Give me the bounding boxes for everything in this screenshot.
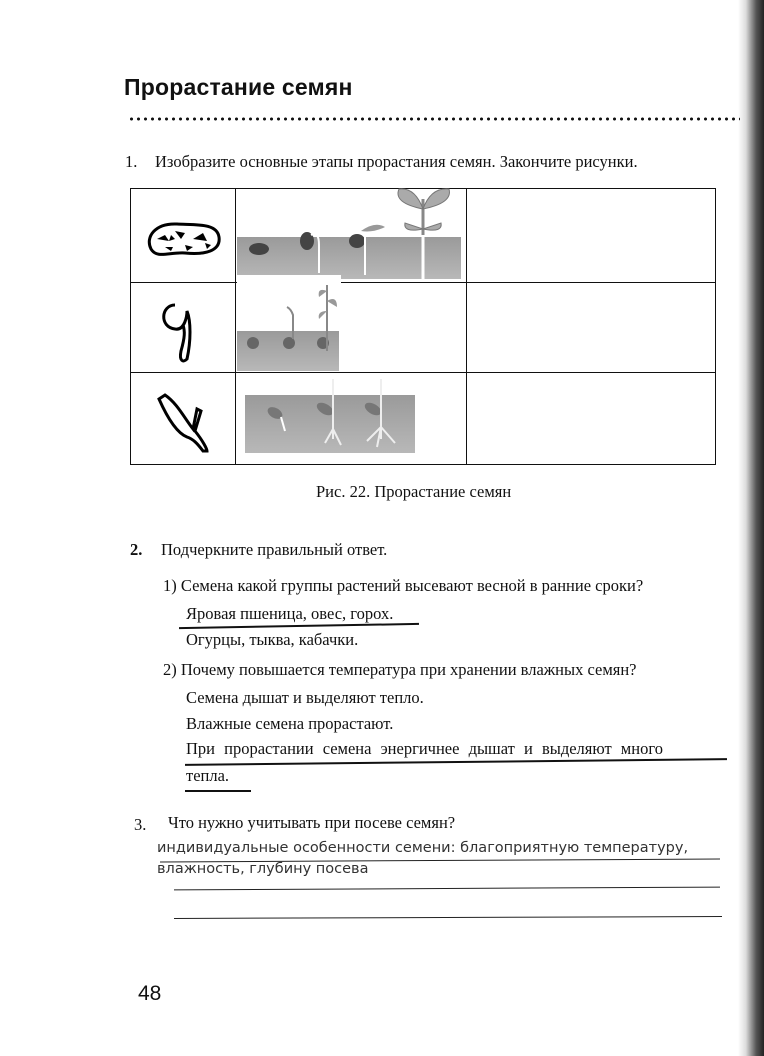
answer-line [174, 887, 720, 891]
task3-text: Что нужно учитывать при посеве семян? [168, 813, 456, 832]
task2-q2-option: Влажные семена прорастают. [186, 714, 394, 733]
task3-answer-line2: влажность, глубину посева [157, 861, 369, 877]
task2-q2-option-correct-cont: тепла. [186, 766, 230, 785]
task2-question1: 1) Семена какой группы растений высевают весной в ранние сроки? [163, 576, 644, 595]
task3-number: 3. [134, 815, 147, 834]
page-title: Прорастание семян [124, 74, 353, 100]
pea-seed-drawing [157, 301, 207, 363]
germination-table [130, 188, 716, 465]
task2-text: Подчеркните правильный ответ. [161, 540, 388, 559]
bean-seed-drawing [145, 219, 223, 259]
pea-seedlings [237, 281, 341, 373]
bean-seedlings [237, 169, 461, 281]
task1-number: 1. [125, 152, 138, 171]
wheat-seedlings [245, 379, 415, 459]
task2-number: 2. [130, 540, 143, 559]
task1-text: Изобразите основные этапы прорастания семян. Закончите рисунки. [155, 152, 638, 171]
answer-underline [185, 790, 251, 792]
task2-q2-option: Семена дышат и выделяют тепло. [186, 688, 424, 707]
dotted-divider [128, 116, 740, 122]
task3-answer-line1: индивидуальные особенности семени: благоприятную температуру, [157, 840, 689, 856]
task2-q1-option: Огурцы, тыква, кабачки. [186, 630, 359, 649]
wheat-seed-drawing [153, 389, 213, 455]
task2-q1-option-correct: Яровая пшеница, овес, горох. [186, 604, 394, 623]
page-number: 48 [138, 982, 162, 1005]
scan-edge-shadow [738, 0, 764, 1056]
answer-underline [185, 758, 727, 766]
answer-line [174, 916, 722, 919]
task2-question2: 2) Почему повышается температура при хранении влажных семян? [163, 660, 637, 679]
figure-caption: Рис. 22. Прорастание семян [316, 482, 512, 501]
task2-q2-option-correct: При прорастании семена энергичнее дышат и выделяют много [186, 739, 663, 758]
